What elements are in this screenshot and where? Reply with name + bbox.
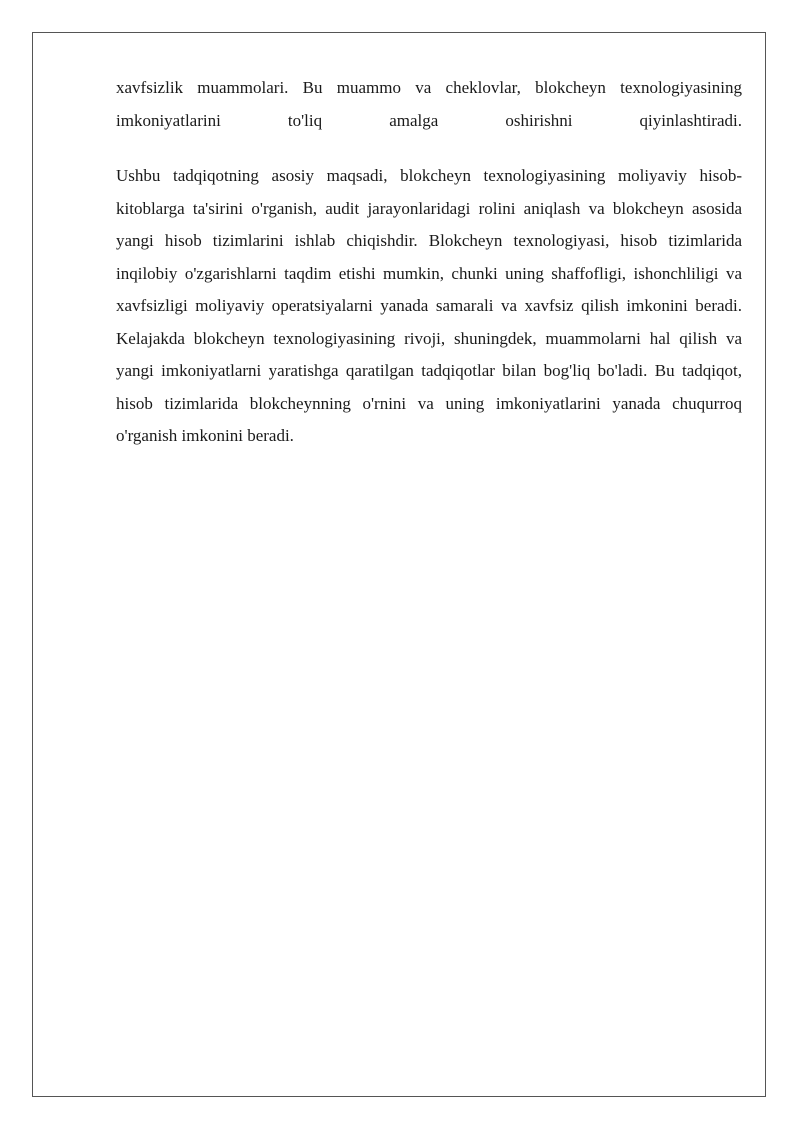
paragraph-2: Ushbu tadqiqotning asosiy maqsadi, blokcheyn texnologiyasining moliyaviy hisob-kitoblarga ta'sirini o'rganish, audit jarayonlaridagi rolini aniqlash va blokcheyn asosida yangi hisob tizimlarini ishlab chiqishdir. Blokcheyn texnologiyasi, hisob tizimlarida inqilobiy o'zgarishlarni taqdim etishi mumkin, chunki uning shaffofligi, ishonchliligi va xavfsizligi moliyaviy operatsiyalarni yanada samarali va xavfsiz qilish imkonini beradi. Kelajakda blokcheyn texnologiyasining rivoji, shuningdek, muammolarni hal qilish va yangi imkoniyatlarni yaratishga qaratilgan tadqiqotlar bilan bog'liq bo'ladi. Bu tadqiqot, hisob tizimlarida blokcheynning o'rnini va uning imkoniyatlarini yanada chuqurroq o'rganish imkonini beradi. xyxy=(116,166,742,445)
document-body xyxy=(116,72,742,453)
paragraph-spacer xyxy=(116,137,742,160)
paragraph-1: xavfsizlik muammolari. Bu muammo va cheklovlar, blokcheyn texnologiyasining imkoniyatlarini to'liq amalga oshirishni qiyinlashtiradi. xyxy=(116,78,742,130)
